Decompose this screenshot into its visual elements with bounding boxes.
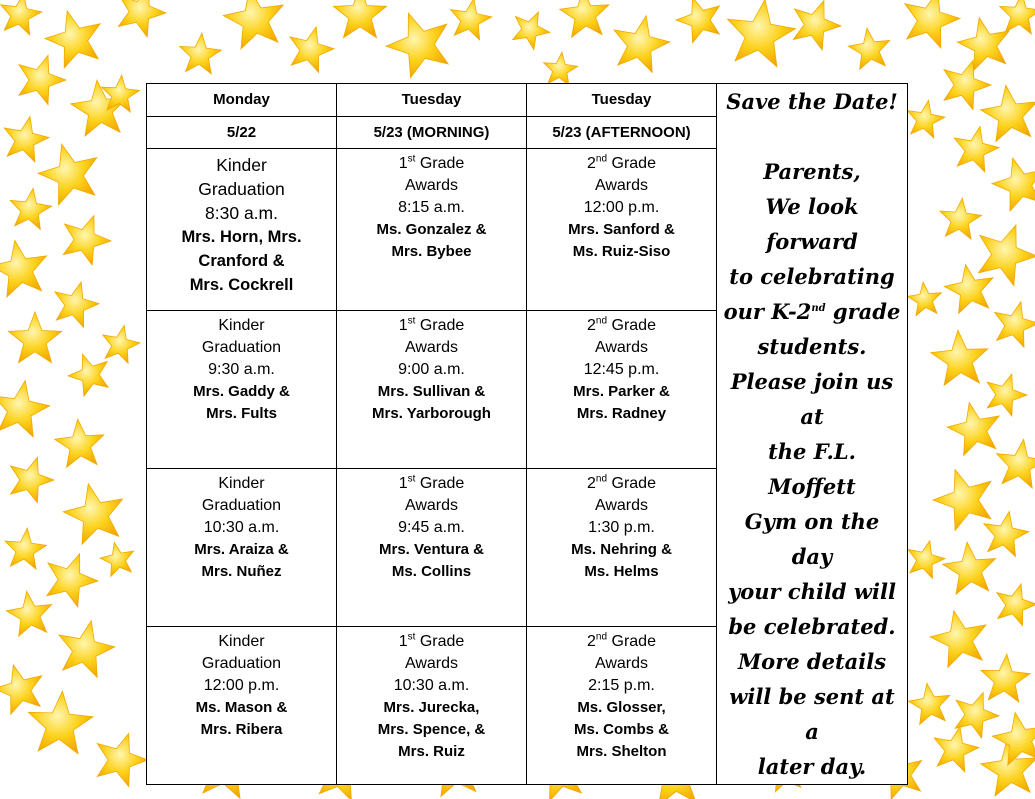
event-name: Awards — [404, 177, 459, 195]
event-name: Awards — [404, 497, 459, 515]
event-name: 2nd Grade — [587, 153, 656, 173]
event-name: Awards — [594, 655, 649, 673]
teacher-names: Mrs. Ribera — [200, 721, 283, 739]
star-icon — [29, 691, 94, 754]
star-icon — [0, 381, 50, 438]
event-time: 12:00 p.m. — [203, 677, 280, 695]
star-icon — [451, 0, 492, 40]
event-cell — [337, 149, 527, 311]
star-icon — [4, 117, 49, 162]
note-line: More details — [737, 649, 887, 674]
star-icon — [931, 330, 988, 385]
event-time: 9:45 a.m. — [398, 519, 465, 537]
star-icon — [848, 28, 890, 69]
event-name: 1st Grade — [398, 153, 465, 173]
event-cell — [147, 469, 337, 627]
event-name: 1st Grade — [398, 631, 465, 651]
star-icon — [0, 665, 42, 714]
note-line: your child will — [728, 579, 896, 604]
event-name: Awards — [594, 497, 649, 515]
star-icon — [992, 158, 1035, 211]
event-time: 9:30 a.m. — [208, 361, 275, 379]
note-line: Gym on the day — [744, 509, 880, 569]
teacher-names: Mrs. Gaddy & — [193, 383, 290, 401]
star-icon — [908, 683, 950, 724]
note-line: later day. — [757, 754, 867, 779]
teacher-names: Ms. Helms — [584, 563, 659, 581]
star-icon — [930, 611, 986, 668]
star-icon — [68, 354, 108, 396]
star-icon — [97, 733, 148, 786]
event-cell — [147, 627, 337, 785]
star-icon — [905, 0, 960, 48]
event-time: 8:30 a.m. — [205, 203, 278, 224]
event-time: 10:30 a.m. — [393, 677, 470, 695]
star-icon — [614, 16, 670, 73]
teacher-names: Mrs. Ruiz — [398, 743, 465, 761]
star-icon — [947, 403, 999, 456]
star-icon — [513, 12, 550, 50]
star-icon — [995, 302, 1035, 348]
event-name: Graduation — [201, 339, 282, 357]
note-line: the F.L. Moffett — [768, 439, 856, 499]
star-icon — [997, 584, 1035, 626]
star-icon — [560, 0, 609, 37]
star-icon — [0, 241, 47, 298]
star-icon — [987, 374, 1027, 416]
teacher-names: Mrs. Sanford & — [568, 221, 675, 239]
note-line: our K-2nd grade — [723, 299, 901, 324]
star-icon — [118, 0, 166, 37]
star-icon — [1, 0, 42, 35]
star-icon — [934, 727, 979, 772]
teacher-names: Mrs. Shelton — [576, 743, 667, 761]
star-icon — [940, 198, 982, 239]
event-cell — [147, 149, 337, 311]
teacher-names: Ms. Ruiz-Siso — [572, 243, 671, 261]
teacher-names: Mrs. Spence, & — [377, 721, 486, 739]
date-header: 5/23 (AFTERNOON) — [527, 116, 717, 149]
star-icon — [979, 225, 1035, 286]
star-icon — [544, 52, 578, 86]
event-cell — [147, 311, 337, 469]
star-icon — [8, 312, 61, 363]
teacher-names: Mrs. Bybee — [391, 243, 472, 261]
star-icon — [933, 470, 991, 531]
star-icon — [19, 55, 66, 104]
day-header: Monday — [147, 84, 337, 117]
star-icon — [63, 484, 122, 545]
event-name: 2nd Grade — [587, 316, 656, 335]
event-name: 1st Grade — [398, 473, 465, 493]
star-icon — [907, 282, 941, 316]
star-icon — [992, 712, 1035, 765]
star-icon — [55, 282, 99, 328]
date-header: 5/22 — [147, 116, 337, 149]
teacher-names: Mrs. Sullivan & — [377, 383, 486, 401]
day-header: Tuesday — [337, 84, 527, 117]
star-icon — [45, 11, 100, 68]
teacher-names: Mrs. Araiza & — [194, 541, 289, 559]
event-name: Graduation — [201, 497, 282, 515]
star-icon — [1000, 0, 1035, 34]
star-icon — [386, 13, 448, 78]
star-icon — [907, 100, 945, 138]
teacher-names: Ms. Combs & — [573, 721, 669, 739]
teacher-names: Cranford & — [198, 252, 285, 271]
star-icon — [10, 188, 52, 229]
teacher-names: Mrs. Nuñez — [201, 563, 282, 581]
event-name: Awards — [594, 177, 649, 195]
note-greeting: Parents, — [763, 159, 861, 184]
teacher-names: Mrs. Horn, Mrs. — [181, 228, 302, 247]
note-line: students. — [757, 334, 867, 359]
event-name: Graduation — [201, 655, 282, 673]
star-icon — [943, 542, 996, 594]
teacher-names: Ms. Glosser, — [577, 699, 666, 717]
star-icon — [180, 33, 222, 74]
star-icon — [955, 692, 999, 738]
note-line: to celebrating — [729, 264, 895, 289]
event-name: 2nd Grade — [587, 631, 656, 651]
event-cell — [527, 311, 717, 469]
note-line: Please join us at — [730, 369, 894, 429]
star-icon — [676, 0, 719, 43]
event-name: Awards — [404, 655, 459, 673]
event-name: Kinder — [216, 155, 267, 176]
day-header: Tuesday — [527, 84, 717, 117]
star-icon — [103, 325, 140, 363]
teacher-names: Ms. Nehring & — [571, 541, 672, 559]
star-icon — [333, 0, 386, 38]
star-icon — [55, 419, 104, 467]
teacher-names: Ms. Collins — [391, 563, 472, 581]
note-line: We look forward — [765, 194, 859, 254]
star-icon — [944, 264, 993, 313]
event-name: 2nd Grade — [587, 473, 656, 493]
date-header: 5/23 (MORNING) — [337, 116, 527, 149]
star-icon — [47, 554, 98, 607]
star-icon — [957, 18, 1009, 71]
star-icon — [981, 654, 1030, 702]
note-title: Save the Date! — [726, 89, 898, 114]
teacher-names: Ms. Gonzalez & — [376, 221, 487, 239]
save-the-date-note — [717, 84, 908, 785]
teacher-names: Mrs. Yarborough — [372, 405, 491, 423]
event-time: 9:00 a.m. — [398, 361, 465, 379]
event-cell — [527, 627, 717, 785]
event-time: 10:30 a.m. — [203, 519, 280, 537]
star-icon — [11, 457, 54, 503]
event-time: 12:00 p.m. — [583, 199, 660, 217]
star-icon — [63, 216, 111, 265]
star-icon — [793, 1, 841, 50]
event-name: Graduation — [198, 179, 285, 200]
event-cell — [337, 469, 527, 627]
teacher-names: Mrs. Parker & — [573, 383, 670, 401]
teacher-names: Mrs. Ventura & — [378, 541, 485, 559]
teacher-names: Ms. Mason & — [195, 699, 288, 717]
star-icon — [6, 591, 51, 636]
star-icon — [908, 541, 945, 579]
teacher-names: Mrs. Jurecka, — [383, 699, 480, 717]
star-icon — [38, 144, 97, 205]
star-icon — [100, 542, 134, 576]
event-time: 12:45 p.m. — [583, 361, 660, 379]
star-icon — [223, 0, 283, 49]
star-icon — [728, 0, 796, 67]
event-name: 1st Grade — [398, 316, 465, 335]
event-cell — [337, 311, 527, 469]
star-icon — [954, 127, 999, 172]
event-name: Kinder — [218, 633, 265, 651]
event-name: Awards — [404, 339, 459, 357]
star-icon — [5, 528, 47, 569]
teacher-names: Mrs. Cockrell — [189, 276, 294, 295]
teacher-names: Mrs. Radney — [576, 405, 667, 423]
star-icon — [59, 621, 115, 678]
event-name: Kinder — [218, 317, 265, 335]
star-icon — [981, 85, 1035, 141]
event-cell — [527, 149, 717, 311]
event-name: Kinder — [218, 475, 265, 493]
event-time: 2:15 p.m. — [588, 677, 655, 695]
day-header-row — [147, 84, 908, 117]
event-time: 1:30 p.m. — [588, 519, 655, 537]
note-line: be celebrated. — [728, 614, 896, 639]
star-icon — [997, 439, 1035, 488]
star-icon — [290, 27, 334, 73]
event-cell — [337, 627, 527, 785]
star-icon — [944, 60, 991, 109]
schedule-table — [146, 83, 908, 785]
event-cell — [527, 469, 717, 627]
note-line: will be sent at a — [729, 684, 895, 744]
event-name: Awards — [594, 339, 649, 357]
event-time: 8:15 a.m. — [398, 199, 465, 217]
teacher-names: Mrs. Fults — [206, 405, 277, 423]
